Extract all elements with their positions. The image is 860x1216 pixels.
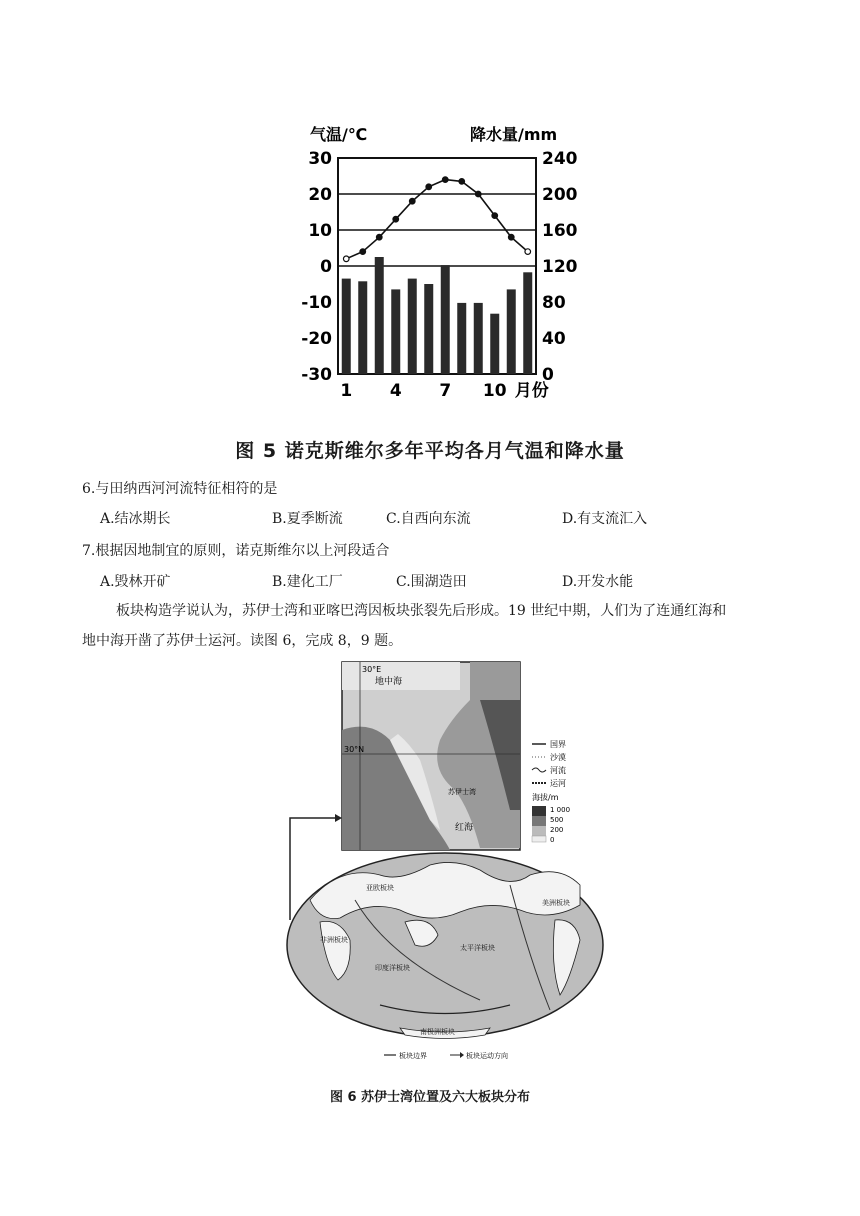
temperature-point — [508, 234, 514, 240]
parallel-label: 30°N — [344, 745, 365, 754]
mediterranean-label: 地中海 — [375, 677, 403, 687]
right-tick-label: 120 — [542, 257, 578, 277]
world-legend-motion: 板块运动方向 — [466, 1052, 508, 1060]
precip-bar — [474, 303, 483, 374]
precip-bar — [523, 272, 532, 374]
q6-option-a: A.结冰期长 — [100, 511, 171, 527]
x-tick-label: 4 — [389, 381, 402, 401]
elev-200: 200 — [550, 826, 564, 834]
right-tick-label: 160 — [542, 221, 578, 241]
legend-river: 河流 — [550, 766, 566, 775]
figure5-caption: 图 5 诺克斯维尔多年平均各月气温和降水量 — [235, 440, 625, 462]
plate-pacific-label: 太平洋板块 — [460, 944, 495, 952]
q6-option-b: B.夏季断流 — [272, 511, 343, 527]
temperature-point — [426, 184, 432, 190]
temperature-point — [442, 177, 448, 183]
temperature-point — [459, 179, 465, 185]
temperature-line — [346, 180, 528, 259]
gulf-label: 苏伊士湾 — [448, 788, 476, 796]
figure6-caption: 图 6 苏伊士湾位置及六大板块分布 — [329, 1090, 531, 1105]
right-axis-label: 降水量/mm — [470, 125, 558, 144]
suez-inset-map — [342, 662, 520, 850]
temperature-point — [376, 234, 382, 240]
left-tick-label: 10 — [308, 221, 332, 241]
paragraph-line-1: 板块构造学说认为，苏伊士湾和亚喀巴湾因板块张裂先后形成。19 世纪中期，人们为了连通红海和 — [116, 603, 727, 619]
temperature-point — [492, 213, 498, 219]
precip-bar — [457, 303, 466, 374]
right-tick-label: 0 — [542, 365, 554, 385]
q7-option-b: B.建化工厂 — [272, 574, 343, 590]
temperature-point — [343, 256, 349, 262]
x-tick-label: 1 — [340, 381, 353, 401]
world-plate-map — [287, 853, 603, 1060]
question-7-stem: 7.根据因地制宜的原则，诺克斯维尔以上河段适合 — [82, 543, 390, 559]
legend-canal: 运河 — [550, 779, 566, 788]
question-6-stem: 6.与田纳西河河流特征相符的是 — [82, 481, 278, 497]
precip-bar — [424, 284, 433, 374]
legend-border: 国界 — [550, 740, 566, 749]
temperature-point — [525, 249, 531, 255]
right-tick-label: 240 — [542, 149, 578, 169]
elev-500: 500 — [550, 816, 564, 824]
x-tick-label: 10 — [482, 381, 507, 401]
elev-1000: 1 000 — [550, 806, 571, 814]
precip-bar — [375, 257, 384, 374]
temperature-point — [360, 249, 366, 255]
plate-map-figure — [280, 660, 610, 1070]
precip-bar — [490, 314, 499, 374]
elev-0: 0 — [550, 836, 555, 844]
precip-bar — [408, 279, 417, 374]
inset-legend — [532, 740, 570, 844]
paragraph-line-2: 地中海开凿了苏伊士运河。读图 6，完成 8，9 题。 — [82, 633, 403, 649]
plate-antarctic-label: 南极洲板块 — [420, 1028, 455, 1036]
left-axis-label: 气温/℃ — [310, 125, 368, 144]
right-tick-label: 40 — [542, 329, 566, 349]
legend-desert: 沙漠 — [550, 753, 566, 762]
right-tick-label: 80 — [542, 293, 566, 313]
climate-chart — [290, 118, 578, 408]
q7-option-c: C.围湖造田 — [396, 574, 467, 590]
temperature-point — [475, 191, 481, 197]
q6-option-d: D.有支流汇入 — [562, 511, 648, 527]
precip-bar — [358, 281, 367, 374]
temperature-point — [393, 216, 399, 222]
precip-bar — [441, 265, 450, 374]
x-axis-label: 月份 — [514, 381, 549, 401]
q7-option-a: A.毁林开矿 — [100, 574, 171, 590]
precip-bar — [391, 289, 400, 374]
left-tick-label: 20 — [308, 185, 332, 205]
plate-african-label: 非洲板块 — [320, 936, 348, 944]
precip-bar — [342, 279, 351, 374]
left-tick-label: -30 — [301, 365, 332, 385]
left-tick-label: 30 — [308, 149, 332, 169]
world-legend-boundary: 板块边界 — [399, 1052, 427, 1060]
left-tick-label: 0 — [320, 257, 332, 277]
x-tick-label: 7 — [439, 381, 452, 401]
meridian-label: 30°E — [362, 665, 382, 674]
plate-eurasian-label: 亚欧板块 — [366, 884, 394, 892]
right-tick-label: 200 — [542, 185, 578, 205]
precip-bar — [507, 289, 516, 374]
plot-area — [301, 149, 577, 401]
q7-option-d: D.开发水能 — [562, 574, 634, 590]
left-tick-label: -10 — [301, 293, 332, 313]
red-sea-label: 红海 — [455, 823, 474, 833]
plate-american-label: 美洲板块 — [542, 899, 570, 907]
q6-option-c: C.自西向东流 — [386, 511, 471, 527]
plate-indian-label: 印度洋板块 — [375, 964, 410, 972]
temperature-point — [409, 198, 415, 204]
legend-elevation: 海拔/m — [532, 793, 559, 802]
left-tick-label: -20 — [301, 329, 332, 349]
